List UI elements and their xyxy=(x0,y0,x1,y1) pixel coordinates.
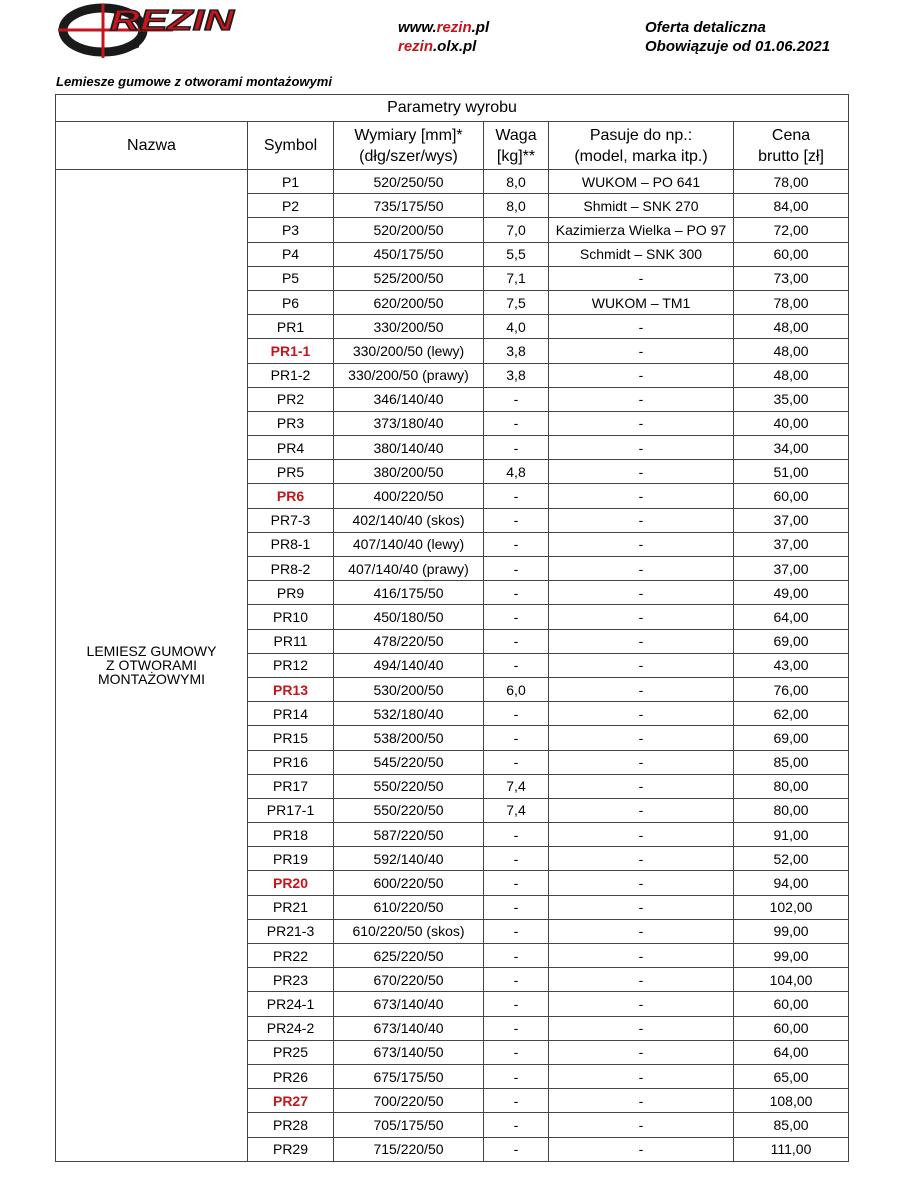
product-group-name: LEMIESZ GUMOWY Z OTWORAMI MONTAŻOWYMI xyxy=(56,170,248,1162)
cell-weight: 8,0 xyxy=(484,170,549,194)
cell-price: 48,00 xyxy=(734,315,849,339)
cell-fits: - xyxy=(549,968,734,992)
cell-fits: - xyxy=(549,411,734,435)
cell-weight: 7,1 xyxy=(484,266,549,290)
cell-dimensions: 450/175/50 xyxy=(334,242,484,266)
cell-symbol: PR24-2 xyxy=(248,1016,334,1040)
cell-symbol: P3 xyxy=(248,218,334,242)
cell-symbol: P5 xyxy=(248,266,334,290)
cell-weight: 7,4 xyxy=(484,774,549,798)
cell-fits: - xyxy=(549,363,734,387)
cell-dimensions: 715/220/50 xyxy=(334,1137,484,1161)
cell-dimensions: 450/180/50 xyxy=(334,605,484,629)
cell-price: 49,00 xyxy=(734,581,849,605)
cell-price: 48,00 xyxy=(734,363,849,387)
cell-price: 85,00 xyxy=(734,1113,849,1137)
cell-dimensions: 520/200/50 xyxy=(334,218,484,242)
col-header-symbol: Symbol xyxy=(248,122,334,170)
cell-fits: - xyxy=(549,532,734,556)
cell-dimensions: 673/140/40 xyxy=(334,1016,484,1040)
cell-dimensions: 330/200/50 (prawy) xyxy=(334,363,484,387)
cell-symbol: PR8-2 xyxy=(248,557,334,581)
params-title: Parametry wyrobu xyxy=(56,95,849,122)
cell-price: 69,00 xyxy=(734,629,849,653)
cell-fits: - xyxy=(549,484,734,508)
cell-fits: - xyxy=(549,508,734,532)
website-link-main[interactable]: www.rezin.pl xyxy=(398,19,490,36)
cell-symbol: PR4 xyxy=(248,436,334,460)
cell-weight: - xyxy=(484,1064,549,1088)
cell-fits: - xyxy=(549,605,734,629)
cell-dimensions: 700/220/50 xyxy=(334,1089,484,1113)
cell-fits: - xyxy=(549,339,734,363)
cell-dimensions: 673/140/50 xyxy=(334,1040,484,1064)
offer-info xyxy=(645,18,830,56)
section-caption: Lemiesze gumowe z otworami montażowymi xyxy=(56,74,332,89)
cell-dimensions: 675/175/50 xyxy=(334,1064,484,1088)
cell-weight: - xyxy=(484,605,549,629)
cell-weight: - xyxy=(484,508,549,532)
cell-fits: - xyxy=(549,919,734,943)
cell-price: 78,00 xyxy=(734,170,849,194)
cell-symbol: PR3 xyxy=(248,411,334,435)
cell-fits: - xyxy=(549,944,734,968)
cell-price: 51,00 xyxy=(734,460,849,484)
cell-fits: Shmidt – SNK 270 xyxy=(549,194,734,218)
cell-dimensions: 330/200/50 (lewy) xyxy=(334,339,484,363)
table-row xyxy=(56,170,849,194)
cell-dimensions: 402/140/40 (skos) xyxy=(334,508,484,532)
cell-symbol: P4 xyxy=(248,242,334,266)
cell-fits: - xyxy=(549,1040,734,1064)
cell-dimensions: 587/220/50 xyxy=(334,823,484,847)
cell-weight: 3,8 xyxy=(484,339,549,363)
cell-weight: - xyxy=(484,653,549,677)
cell-dimensions: 530/200/50 xyxy=(334,677,484,701)
cell-symbol: PR1-1 xyxy=(248,339,334,363)
cell-symbol: PR5 xyxy=(248,460,334,484)
cell-symbol: PR15 xyxy=(248,726,334,750)
cell-fits: - xyxy=(549,847,734,871)
cell-weight: - xyxy=(484,702,549,726)
cell-weight: 3,8 xyxy=(484,363,549,387)
cell-fits: - xyxy=(549,823,734,847)
cell-fits: - xyxy=(549,315,734,339)
cell-symbol: PR11 xyxy=(248,629,334,653)
col-header-dimensions: Wymiary [mm]* (dłg/szer/wys) xyxy=(334,122,484,170)
cell-weight: - xyxy=(484,847,549,871)
cell-symbol: PR6 xyxy=(248,484,334,508)
cell-dimensions: 400/220/50 xyxy=(334,484,484,508)
cell-price: 84,00 xyxy=(734,194,849,218)
cell-price: 52,00 xyxy=(734,847,849,871)
cell-symbol: PR23 xyxy=(248,968,334,992)
cell-price: 60,00 xyxy=(734,484,849,508)
cell-fits: - xyxy=(549,460,734,484)
cell-symbol: PR12 xyxy=(248,653,334,677)
cell-weight: 7,0 xyxy=(484,218,549,242)
cell-weight: - xyxy=(484,895,549,919)
cell-dimensions: 705/175/50 xyxy=(334,1113,484,1137)
cell-price: 99,00 xyxy=(734,919,849,943)
cell-fits: - xyxy=(549,798,734,822)
cell-fits: - xyxy=(549,266,734,290)
cell-symbol: PR25 xyxy=(248,1040,334,1064)
cell-weight: - xyxy=(484,387,549,411)
cell-price: 48,00 xyxy=(734,339,849,363)
col-header-weight: Waga [kg]** xyxy=(484,122,549,170)
cell-symbol: PR22 xyxy=(248,944,334,968)
cell-dimensions: 520/250/50 xyxy=(334,170,484,194)
cell-price: 37,00 xyxy=(734,557,849,581)
cell-fits: - xyxy=(549,895,734,919)
cell-fits: - xyxy=(549,726,734,750)
cell-dimensions: 494/140/40 xyxy=(334,653,484,677)
cell-weight: - xyxy=(484,581,549,605)
cell-weight: 7,4 xyxy=(484,798,549,822)
cell-dimensions: 670/220/50 xyxy=(334,968,484,992)
cell-weight: - xyxy=(484,823,549,847)
col-header-price: Cena brutto [zł] xyxy=(734,122,849,170)
cell-weight: - xyxy=(484,1113,549,1137)
cell-weight: 6,0 xyxy=(484,677,549,701)
cell-dimensions: 532/180/40 xyxy=(334,702,484,726)
cell-symbol: PR18 xyxy=(248,823,334,847)
cell-fits: WUKOM – TM1 xyxy=(549,290,734,314)
cell-dimensions: 673/140/40 xyxy=(334,992,484,1016)
cell-fits: - xyxy=(549,1089,734,1113)
cell-price: 91,00 xyxy=(734,823,849,847)
cell-price: 60,00 xyxy=(734,1016,849,1040)
cell-price: 60,00 xyxy=(734,992,849,1016)
cell-symbol: PR16 xyxy=(248,750,334,774)
cell-fits: - xyxy=(549,387,734,411)
cell-fits: - xyxy=(549,436,734,460)
cell-weight: - xyxy=(484,968,549,992)
cell-price: 78,00 xyxy=(734,290,849,314)
cell-weight: - xyxy=(484,992,549,1016)
cell-symbol: PR2 xyxy=(248,387,334,411)
cell-price: 37,00 xyxy=(734,532,849,556)
cell-price: 64,00 xyxy=(734,605,849,629)
cell-weight: 4,8 xyxy=(484,460,549,484)
cell-dimensions: 407/140/40 (lewy) xyxy=(334,532,484,556)
cell-symbol: PR8-1 xyxy=(248,532,334,556)
cell-symbol: PR20 xyxy=(248,871,334,895)
cell-weight: - xyxy=(484,871,549,895)
cell-weight: - xyxy=(484,1137,549,1161)
cell-price: 104,00 xyxy=(734,968,849,992)
cell-fits: - xyxy=(549,629,734,653)
cell-fits: - xyxy=(549,653,734,677)
cell-price: 102,00 xyxy=(734,895,849,919)
cell-weight: - xyxy=(484,557,549,581)
rezin-logo xyxy=(58,0,240,62)
cell-symbol: PR24-1 xyxy=(248,992,334,1016)
cell-fits: WUKOM – PO 641 xyxy=(549,170,734,194)
cell-price: 69,00 xyxy=(734,726,849,750)
cell-symbol: P2 xyxy=(248,194,334,218)
cell-price: 80,00 xyxy=(734,798,849,822)
cell-fits: - xyxy=(549,557,734,581)
cell-dimensions: 550/220/50 xyxy=(334,798,484,822)
cell-weight: - xyxy=(484,484,549,508)
cell-price: 73,00 xyxy=(734,266,849,290)
cell-weight: - xyxy=(484,411,549,435)
cell-weight: 8,0 xyxy=(484,194,549,218)
cell-dimensions: 538/200/50 xyxy=(334,726,484,750)
cell-weight: - xyxy=(484,1016,549,1040)
cell-dimensions: 610/220/50 xyxy=(334,895,484,919)
cell-symbol: PR21 xyxy=(248,895,334,919)
cell-price: 35,00 xyxy=(734,387,849,411)
table-body xyxy=(56,170,849,1162)
cell-weight: - xyxy=(484,944,549,968)
cell-dimensions: 478/220/50 xyxy=(334,629,484,653)
cell-fits: - xyxy=(549,677,734,701)
cell-price: 60,00 xyxy=(734,242,849,266)
cell-price: 64,00 xyxy=(734,1040,849,1064)
cell-dimensions: 610/220/50 (skos) xyxy=(334,919,484,943)
cell-fits: - xyxy=(549,1137,734,1161)
cell-fits: Schmidt – SNK 300 xyxy=(549,242,734,266)
cell-dimensions: 550/220/50 xyxy=(334,774,484,798)
cell-dimensions: 735/175/50 xyxy=(334,194,484,218)
cell-weight: - xyxy=(484,750,549,774)
cell-symbol: PR19 xyxy=(248,847,334,871)
cell-symbol: PR13 xyxy=(248,677,334,701)
cell-weight: 7,5 xyxy=(484,290,549,314)
cell-price: 62,00 xyxy=(734,702,849,726)
cell-fits: - xyxy=(549,1064,734,1088)
cell-price: 65,00 xyxy=(734,1064,849,1088)
cell-weight: - xyxy=(484,1089,549,1113)
cell-dimensions: 416/175/50 xyxy=(334,581,484,605)
cell-weight: - xyxy=(484,629,549,653)
cell-symbol: PR10 xyxy=(248,605,334,629)
cell-fits: Kazimierza Wielka – PO 97 xyxy=(549,218,734,242)
cell-symbol: PR9 xyxy=(248,581,334,605)
cell-fits: - xyxy=(549,1113,734,1137)
cell-symbol: PR29 xyxy=(248,1137,334,1161)
cell-fits: - xyxy=(549,992,734,1016)
cell-price: 34,00 xyxy=(734,436,849,460)
cell-price: 85,00 xyxy=(734,750,849,774)
cell-fits: - xyxy=(549,871,734,895)
cell-weight: - xyxy=(484,919,549,943)
cell-fits: - xyxy=(549,702,734,726)
cell-symbol: PR28 xyxy=(248,1113,334,1137)
cell-price: 72,00 xyxy=(734,218,849,242)
cell-symbol: P6 xyxy=(248,290,334,314)
cell-dimensions: 330/200/50 xyxy=(334,315,484,339)
cell-symbol: PR14 xyxy=(248,702,334,726)
cell-dimensions: 380/200/50 xyxy=(334,460,484,484)
cell-fits: - xyxy=(549,1016,734,1040)
cell-weight: 5,5 xyxy=(484,242,549,266)
col-header-fits: Pasuje do np.: (model, marka itp.) xyxy=(549,122,734,170)
cell-dimensions: 592/140/40 xyxy=(334,847,484,871)
cell-symbol: PR27 xyxy=(248,1089,334,1113)
cell-weight: - xyxy=(484,1040,549,1064)
cell-symbol: PR7-3 xyxy=(248,508,334,532)
offer-type: Oferta detaliczna xyxy=(645,19,766,36)
price-table xyxy=(55,94,849,1162)
cell-price: 40,00 xyxy=(734,411,849,435)
cell-symbol: PR17 xyxy=(248,774,334,798)
cell-price: 76,00 xyxy=(734,677,849,701)
cell-dimensions: 600/220/50 xyxy=(334,871,484,895)
cell-symbol: PR1 xyxy=(248,315,334,339)
cell-symbol: PR26 xyxy=(248,1064,334,1088)
cell-price: 80,00 xyxy=(734,774,849,798)
cell-fits: - xyxy=(549,750,734,774)
col-header-name: Nazwa xyxy=(56,122,248,170)
cell-symbol: PR21-3 xyxy=(248,919,334,943)
cell-weight: - xyxy=(484,532,549,556)
cell-symbol: PR1-2 xyxy=(248,363,334,387)
cell-price: 94,00 xyxy=(734,871,849,895)
cell-dimensions: 525/200/50 xyxy=(334,266,484,290)
cell-fits: - xyxy=(549,581,734,605)
cell-price: 111,00 xyxy=(734,1137,849,1161)
cell-dimensions: 380/140/40 xyxy=(334,436,484,460)
cell-price: 37,00 xyxy=(734,508,849,532)
cell-dimensions: 620/200/50 xyxy=(334,290,484,314)
cell-fits: - xyxy=(549,774,734,798)
cell-weight: 4,0 xyxy=(484,315,549,339)
cell-dimensions: 346/140/40 xyxy=(334,387,484,411)
cell-dimensions: 625/220/50 xyxy=(334,944,484,968)
offer-valid-date: Obowiązuje od 01.06.2021 xyxy=(645,38,831,55)
cell-symbol: PR17-1 xyxy=(248,798,334,822)
cell-price: 43,00 xyxy=(734,653,849,677)
logo-text: REZIN xyxy=(110,5,236,37)
cell-price: 108,00 xyxy=(734,1089,849,1113)
cell-dimensions: 373/180/40 xyxy=(334,411,484,435)
cell-dimensions: 407/140/40 (prawy) xyxy=(334,557,484,581)
cell-weight: - xyxy=(484,726,549,750)
cell-dimensions: 545/220/50 xyxy=(334,750,484,774)
website-link-olx[interactable]: rezin.olx.pl xyxy=(398,38,477,55)
cell-weight: - xyxy=(484,436,549,460)
cell-price: 99,00 xyxy=(734,944,849,968)
cell-symbol: P1 xyxy=(248,170,334,194)
website-links xyxy=(398,18,489,56)
